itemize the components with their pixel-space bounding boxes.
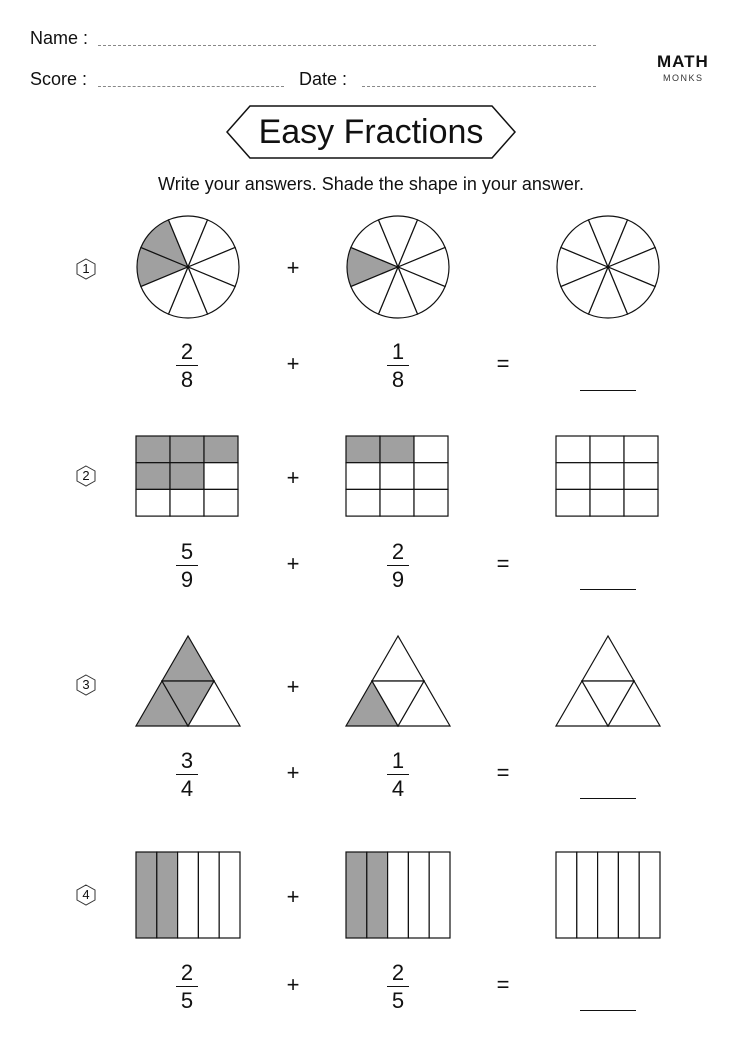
cell — [624, 463, 658, 490]
shaded-strip — [346, 852, 367, 938]
plus-sign: + — [286, 351, 300, 376]
fraction-b — [378, 961, 418, 1013]
numerator: 3 — [180, 748, 194, 773]
fraction-bar — [176, 565, 198, 566]
fraction-bar — [387, 365, 409, 366]
shaded-triangle-part — [162, 636, 214, 681]
problem-number-text: 1 — [82, 261, 90, 276]
date-label: Date : — [299, 69, 348, 89]
cell — [380, 463, 414, 490]
denominator: 8 — [180, 367, 194, 392]
strip — [198, 852, 219, 938]
shaded-strip — [367, 852, 388, 938]
fraction-a — [167, 749, 207, 801]
cell — [590, 463, 624, 490]
score-label: Score : — [30, 69, 88, 89]
problem-number — [75, 884, 97, 906]
numerator: 2 — [180, 960, 194, 985]
date-field[interactable] — [362, 86, 596, 87]
shaded-cell — [170, 463, 204, 490]
logo-monks-text: MONKS — [663, 73, 704, 83]
problem-number — [75, 674, 97, 696]
fraction-a — [167, 961, 207, 1013]
cell — [346, 489, 380, 516]
fraction-bar — [387, 986, 409, 987]
answer-blank[interactable] — [580, 390, 636, 391]
triangle-part — [582, 636, 634, 681]
denominator: 9 — [180, 567, 194, 592]
plus-sign: + — [286, 972, 300, 997]
cell — [136, 489, 170, 516]
shaded-strip — [157, 852, 178, 938]
fraction-b — [378, 540, 418, 592]
equals-sign: = — [496, 351, 510, 376]
plus-sign: + — [286, 884, 300, 909]
plus-sign: + — [286, 674, 300, 699]
numerator: 2 — [391, 539, 405, 564]
denominator: 4 — [391, 776, 405, 801]
page-title: Easy Fractions — [258, 113, 484, 151]
cell — [346, 463, 380, 490]
shape-a-strips[interactable] — [136, 852, 242, 940]
shaded-cell — [204, 436, 238, 463]
shape-answer-grid[interactable] — [556, 436, 662, 518]
fraction-bar — [176, 774, 198, 775]
denominator: 9 — [391, 567, 405, 592]
fraction-bar — [387, 774, 409, 775]
shape-answer-triangle[interactable] — [556, 636, 662, 728]
name-field[interactable] — [98, 45, 596, 46]
strip — [598, 852, 619, 938]
shaded-strip — [136, 852, 157, 938]
shaded-cell — [136, 436, 170, 463]
denominator: 8 — [391, 367, 405, 392]
strip — [178, 852, 199, 938]
strip — [219, 852, 240, 938]
cell — [590, 489, 624, 516]
instructions: Write your answers. Shade the shape in your answer. — [158, 174, 584, 194]
shape-answer-circle[interactable] — [556, 215, 662, 321]
cell — [624, 436, 658, 463]
shaded-cell — [136, 463, 170, 490]
shaded-cell — [346, 436, 380, 463]
shape-b-grid[interactable] — [346, 436, 452, 518]
strip — [556, 852, 577, 938]
strip — [408, 852, 429, 938]
triangle-part — [372, 636, 424, 681]
logo-math-text: MATH — [657, 52, 709, 71]
strip — [639, 852, 660, 938]
equals-sign: = — [496, 760, 510, 785]
shape-b-triangle[interactable] — [346, 636, 452, 728]
shape-a-grid[interactable] — [136, 436, 242, 518]
denominator: 5 — [180, 988, 194, 1013]
problem-number — [75, 465, 97, 487]
cell — [414, 463, 448, 490]
strip — [618, 852, 639, 938]
shaded-cell — [170, 436, 204, 463]
fraction-bar — [176, 986, 198, 987]
numerator: 2 — [391, 960, 405, 985]
equals-sign: = — [496, 972, 510, 997]
strip — [577, 852, 598, 938]
shaded-cell — [380, 436, 414, 463]
strip — [388, 852, 409, 938]
numerator: 1 — [391, 339, 405, 364]
cell — [556, 463, 590, 490]
numerator: 5 — [180, 539, 194, 564]
cell — [414, 436, 448, 463]
shape-a-triangle[interactable] — [136, 636, 242, 728]
cell — [204, 489, 238, 516]
fraction-bar — [387, 565, 409, 566]
problem-number — [75, 258, 97, 280]
problem-number-text: 4 — [82, 887, 90, 902]
answer-blank[interactable] — [580, 1010, 636, 1011]
answer-blank[interactable] — [580, 798, 636, 799]
plus-sign: + — [286, 465, 300, 490]
equals-sign: = — [496, 551, 510, 576]
shape-a-circle[interactable] — [136, 215, 242, 321]
name-label: Name : — [30, 28, 89, 48]
plus-sign: + — [286, 760, 300, 785]
numerator: 1 — [391, 748, 405, 773]
cell — [414, 489, 448, 516]
fraction-a — [167, 540, 207, 592]
problem-number-text: 2 — [82, 468, 90, 483]
cell — [590, 436, 624, 463]
denominator: 5 — [391, 988, 405, 1013]
fraction-b — [378, 340, 418, 392]
title-banner — [226, 105, 516, 159]
problem-number-text: 3 — [82, 677, 90, 692]
plus-sign: + — [286, 255, 300, 280]
fraction-bar — [176, 365, 198, 366]
denominator: 4 — [180, 776, 194, 801]
numerator: 2 — [180, 339, 194, 364]
score-field[interactable] — [98, 86, 284, 87]
plus-sign: + — [286, 551, 300, 576]
cell — [556, 436, 590, 463]
cell — [624, 489, 658, 516]
fraction-a — [167, 340, 207, 392]
cell — [380, 489, 414, 516]
cell — [204, 463, 238, 490]
cell — [170, 489, 204, 516]
fraction-b — [378, 749, 418, 801]
strip — [429, 852, 450, 938]
math-monks-logo — [655, 52, 717, 86]
shape-b-circle[interactable] — [346, 215, 452, 321]
cell — [556, 489, 590, 516]
shape-answer-strips[interactable] — [556, 852, 662, 940]
answer-blank[interactable] — [580, 589, 636, 590]
shape-b-strips[interactable] — [346, 852, 452, 940]
